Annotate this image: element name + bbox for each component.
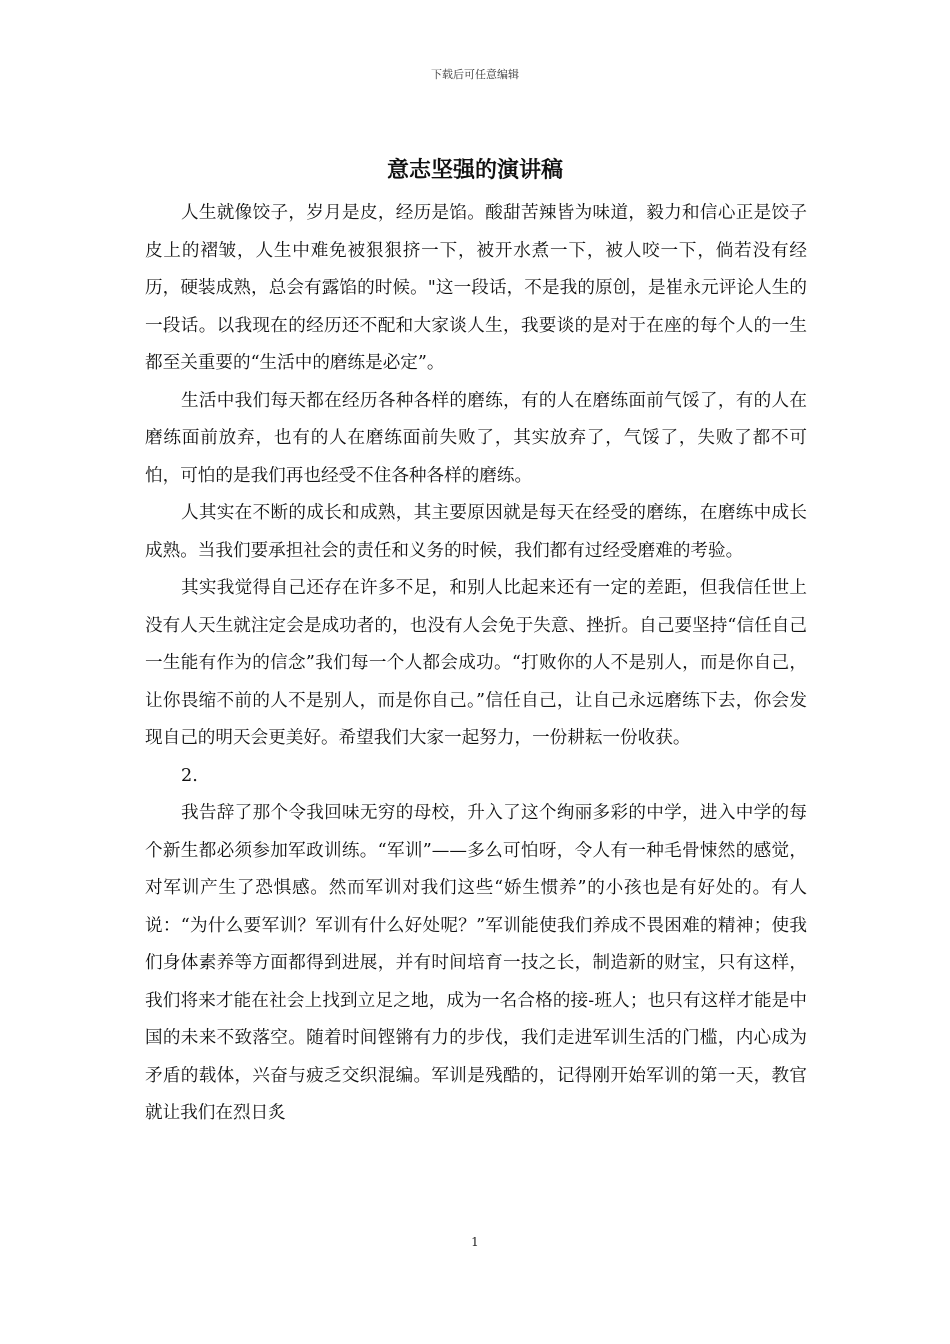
page-header: 下载后可任意编辑 (431, 68, 519, 81)
paragraph: 人其实在不断的成长和成熟，其主要原因就是每天在经受的磨练，在磨练中成长成熟。当我们要承担社会的责任和义务的时候，我们都有过经受磨难的考验。 (145, 503, 807, 561)
paragraph: 人生就像饺子，岁月是皮，经历是馅。酸甜苦辣皆为味道，毅力和信心正是饺子皮上的褶皱，人生中难免被狠狠挤一下，被开水煮一下，被人咬一下，倘若没有经历，硬装成熟，总会有露馅的时候。"这一段话，不是我的原创，是崔永元评论人生的一段话。以我现在的经历还不配和大家谈人生，我要谈的是对于在座的每个人的一生都至关重要的“生活中的磨练是必定”。 (145, 203, 807, 373)
paragraph: 其实我觉得自己还存在许多不足，和别人比起来还有一定的差距，但我信任世上没有人天生就注定会是成功者的，也没有人会免于失意、挫折。自己要坚持“信任自己一生能有作为的信念”我们每一个人都会成功。“打败你的人不是别人，而是你自己，让你畏缩不前的人不是别人，而是你自己。”信任自己，让自己永远磨练下去，你会发现自己的明天会更美好。希望我们大家一起努力，一份耕耘一份收获。 (145, 578, 807, 748)
paragraph: 我告辞了那个令我回味无穷的母校，升入了这个绚丽多彩的中学，进入中学的每个新生都必须参加军政训练。“军训”——多么可怕呀，令人有一种毛骨悚然的感觉，对军训产生了恐惧感。然而军训对我们这些“娇生惯养”的小孩也是有好处的。有人说：“为什么要军训？军训有什么好处呢？”军训能使我们养成不畏困难的精神；使我们身体素养等方面都得到进展，并有时间培育一技之长，制造新的财宝，只有这样，我们将来才能在社会上找到立足之地，成为一名合格的接-班人；也只有这样才能是中国的未来不致落空。随着时间铿锵有力的步伐，我们走进军训生活的门槛，内心成为矛盾的载体，兴奋与疲乏交织混编。军训是残酷的，记得刚开始军训的第一天，教官就让我们在烈日炙 (145, 803, 807, 1123)
paragraph: 生活中我们每天都在经历各种各样的磨练，有的人在磨练面前气馁了，有的人在磨练面前放弃，也有的人在磨练面前失败了，其实放弃了，气馁了，失败了都不可怕，可怕的是我们再也经受不住各种各样的磨练。 (145, 390, 807, 486)
document-title: 意志坚强的演讲稿 (386, 158, 563, 183)
section-number: 2. (181, 765, 198, 786)
document-body (145, 195, 807, 1133)
page-number: 1 (471, 1235, 479, 1249)
